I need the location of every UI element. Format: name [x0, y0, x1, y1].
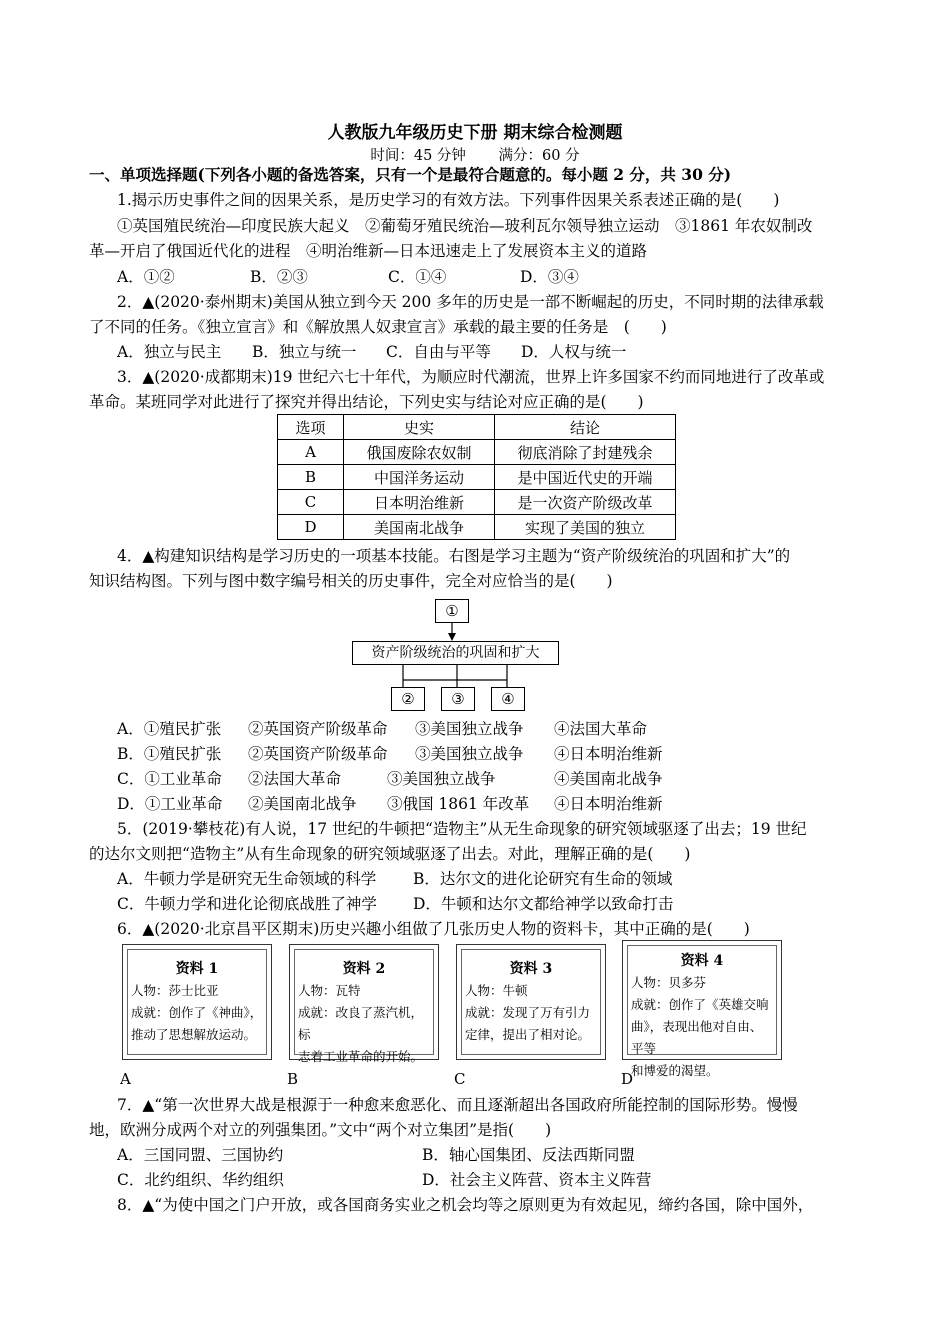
card-label-d: D — [621, 1070, 634, 1088]
option-part: ④美国南北战争 — [554, 770, 663, 788]
q5-option-b: B．达尔文的进化论研究有生命的领域 — [413, 870, 673, 888]
section-heading: 一、单项选择题(下列各小题的备选答案，只有一个是最符合题意的。每小题 2 分，共 30 分) — [89, 165, 732, 184]
q1-stem: 1.揭示历史事件之间的因果关系，是历史学习的有效方法。下列事件因果关系表述正确的是( ) — [117, 191, 780, 209]
table-row — [278, 440, 676, 465]
card-achievement: 推动了思想解放运动。 — [131, 1027, 257, 1042]
q1-items-line2: 革—开启了俄国近代化的进程 ④明治维新—日本迅速走上了发展资本主义的道路 — [89, 242, 648, 260]
card-achievement: 成就：创作了《英雄交响 — [631, 997, 769, 1012]
q2-option-d: D．人权与统一 — [521, 343, 627, 361]
card-achievement: 曲》，表现出他对自由、平等 — [631, 1019, 763, 1056]
q3-line1: 3．▲(2020·成都期末)19 世纪六七十年代，为顺应时代潮流，世界上许多国家不约而同地进行了改革或 — [117, 368, 825, 386]
q5-line2: 的达尔文则把“造物主”从有生命现象的研究领域驱逐了出去。对此，理解正确的是( ) — [89, 845, 691, 863]
q5-option-c: C．牛顿力学和进化论彻底战胜了神学 — [117, 895, 377, 913]
card-achievement: 成就：创作了《神曲》， — [131, 1005, 263, 1020]
card-title: 资料 2 — [342, 961, 386, 977]
q4-line2: 知识结构图。下列与图中数字编号相关的历史事件，完全对应恰当的是( ) — [89, 572, 613, 590]
table-cell: 是中国近代史的开端 — [495, 465, 676, 490]
table-cell: 中国洋务运动 — [344, 465, 495, 490]
q1-option-c: C．①④ — [388, 268, 447, 286]
q7-line1: 7．▲“第一次世界大战是根源于一种愈来愈恶化、而且逐渐超出各国政府所能控制的国际形势。慢慢 — [117, 1096, 798, 1114]
q2-option-c: C．自由与平等 — [386, 343, 491, 361]
table-cell: B — [278, 465, 344, 490]
exam-meta — [0, 144, 950, 165]
q1-items-line1: ①英国殖民统治—印度民族大起义 ②葡萄牙殖民统治—玻利瓦尔领导独立运动 ③1861 年农奴制改 — [117, 217, 813, 235]
q1-option-d: D．③④ — [520, 268, 579, 286]
option-part: ④法国大革命 — [554, 720, 648, 738]
q2-option-a: A．独立与民主 — [117, 343, 222, 361]
diagram-box-2: ② — [391, 687, 425, 711]
option-part: D．①工业革命 — [117, 795, 223, 813]
q2-option-b: B．独立与统一 — [252, 343, 357, 361]
option-part: ②美国南北战争 — [248, 795, 357, 813]
material-card-4 — [622, 940, 782, 1078]
card-person: 人物：莎士比亚 — [131, 983, 219, 998]
q1-option-b: B．②③ — [250, 268, 308, 286]
option-part: ②法国大革命 — [248, 770, 342, 788]
card-title: 资料 1 — [175, 961, 219, 977]
table-row — [278, 515, 676, 540]
q6-stem: 6．▲(2020·北京昌平区期末)历史兴趣小组做了几张历史人物的资料卡，其中正确的是( ) — [117, 920, 750, 938]
table-cell: 实现了美国的独立 — [495, 515, 676, 540]
card-person: 人物：牛顿 — [465, 983, 528, 998]
table-cell: D — [278, 515, 344, 540]
option-part: ③俄国 1861 年改革 — [387, 795, 530, 813]
table-cell: 彻底消除了封建残余 — [495, 440, 676, 465]
q7-option-b: B．轴心国集团、反法西斯同盟 — [422, 1146, 635, 1164]
q7-line2: 地，欧洲分成两个对立的列强集团。”文中“两个对立集团”是指( ) — [89, 1121, 552, 1139]
table-row — [278, 465, 676, 490]
table-header-row — [278, 415, 676, 440]
option-part: ③美国独立战争 — [415, 745, 524, 763]
card-person: 人物：瓦特 — [298, 983, 361, 998]
material-card-3 — [456, 944, 606, 1060]
option-part: B．①殖民扩张 — [117, 745, 222, 763]
time-limit: 时间：45 分钟 — [370, 148, 466, 164]
option-part: C．①工业革命 — [117, 770, 222, 788]
card-achievement: 和博爱的渴望。 — [631, 1063, 719, 1078]
option-part: A．①殖民扩张 — [117, 720, 222, 738]
card-label-b: B — [287, 1070, 299, 1088]
table-header: 结论 — [495, 415, 676, 440]
table-header: 史实 — [344, 415, 495, 440]
diagram-box-top: ① — [435, 599, 469, 623]
option-part: ④日本明治维新 — [554, 795, 663, 813]
diagram-box-4: ④ — [491, 687, 525, 711]
card-achievement: 志着工业革命的开始。 — [298, 1049, 424, 1064]
q5-line1: 5．(2019·攀枝花)有人说，17 世纪的牛顿把“造物主”从无生命现象的研究领域驱逐了出去；19 世纪 — [117, 820, 807, 838]
card-person: 人物：贝多芬 — [631, 975, 707, 990]
material-card-1 — [122, 944, 272, 1060]
card-achievement: 定律，提出了相对论。 — [465, 1027, 591, 1042]
diagram-box-3: ③ — [441, 687, 475, 711]
q7-option-a: A．三国同盟、三国协约 — [117, 1146, 284, 1164]
card-achievement: 成就：发现了万有引力 — [465, 1005, 591, 1020]
full-score: 满分：60 分 — [498, 148, 580, 164]
card-label-c: C — [454, 1070, 466, 1088]
q8-line1: 8．▲“为使中国之门户开放，或各国商务实业之机会均等之原则更为有效起见，缔约各国，除中国外， — [117, 1196, 814, 1214]
q1-option-a: A．①② — [117, 268, 175, 286]
q4-line1: 4．▲构建知识结构是学习历史的一项基本技能。右图是学习主题为“资产阶级统治的巩固和扩大”的 — [117, 547, 791, 565]
option-part: ③美国独立战争 — [415, 720, 524, 738]
q5-option-d: D．牛顿和达尔文都给神学以致命打击 — [413, 895, 674, 913]
card-label-a: A — [120, 1070, 131, 1088]
table-cell: 美国南北战争 — [344, 515, 495, 540]
card-achievement: 成就：改良了蒸汽机，标 — [298, 1005, 424, 1042]
option-part: ③美国独立战争 — [387, 770, 496, 788]
table-cell: 俄国废除农奴制 — [344, 440, 495, 465]
material-card-2 — [289, 944, 439, 1064]
card-title: 资料 4 — [680, 953, 724, 969]
diagram-box-center: 资产阶级统治的巩固和扩大 — [352, 641, 559, 665]
card-title: 资料 3 — [509, 961, 553, 977]
q3-table — [277, 414, 676, 540]
option-part: ④日本明治维新 — [554, 745, 663, 763]
q3-line2: 革命。某班同学对此进行了探究并得出结论，下列史实与结论对应正确的是( ) — [89, 393, 644, 411]
table-header: 选项 — [278, 415, 344, 440]
page-title: 人教版九年级历史下册 期末综合检测题 — [327, 123, 623, 143]
q2-line1: 2．▲(2020·泰州期末)美国从独立到今天 200 多年的历史是一部不断崛起的历史，不同时期的法律承载 — [117, 293, 824, 311]
q5-option-a: A．牛顿力学是研究无生命领域的科学 — [117, 870, 377, 888]
q7-option-d: D．社会主义阵营、资本主义阵营 — [422, 1171, 652, 1189]
table-row — [278, 490, 676, 515]
q2-line2: 了不同的任务。《独立宣言》和《解放黑人奴隶宣言》承载的最主要的任务是 ( ) — [89, 318, 667, 336]
option-part: ②英国资产阶级革命 — [248, 720, 388, 738]
option-part: ②英国资产阶级革命 — [248, 745, 388, 763]
table-cell: A — [278, 440, 344, 465]
table-cell: 是一次资产阶级改革 — [495, 490, 676, 515]
table-cell: C — [278, 490, 344, 515]
q7-option-c: C．北约组织、华约组织 — [117, 1171, 284, 1189]
table-cell: 日本明治维新 — [344, 490, 495, 515]
